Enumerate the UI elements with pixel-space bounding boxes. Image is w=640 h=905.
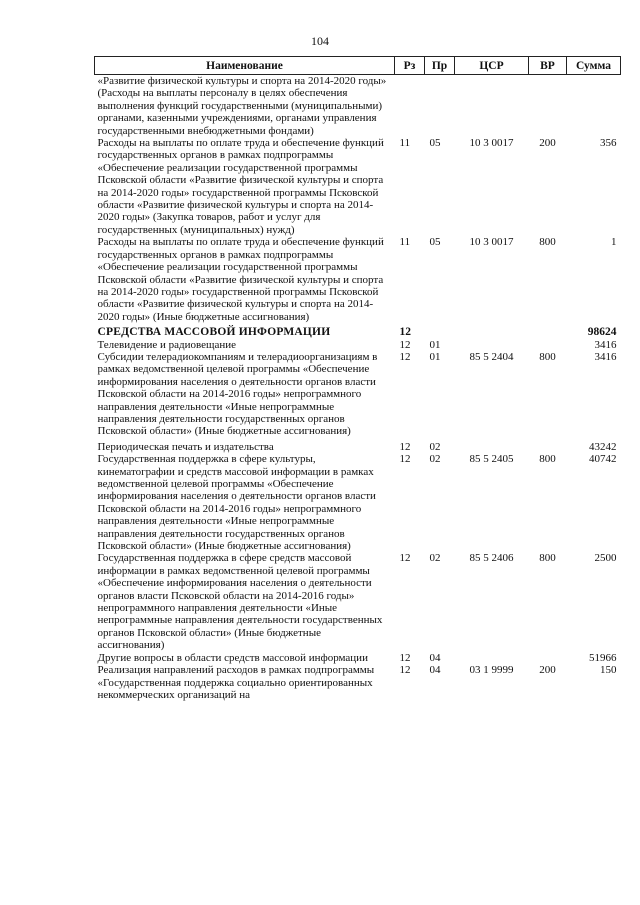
row-pr: 02 [429, 552, 441, 565]
header-pr: Пр [425, 57, 455, 75]
row-sum: 3416 [594, 338, 617, 351]
row-rz: 12 [399, 664, 411, 677]
row-sum: 2500 [594, 552, 617, 565]
header-rz: Рз [395, 57, 425, 75]
budget-table [94, 56, 621, 701]
row-sum: 1 [611, 236, 617, 249]
row-vr: 800 [539, 236, 556, 249]
row-rz: 12 [399, 453, 411, 466]
row-pr: 02 [429, 453, 441, 466]
row-csr [455, 323, 529, 338]
row-rz: 12 [399, 552, 411, 565]
row-vr: 800 [539, 350, 556, 363]
section-total: 98624 [587, 326, 617, 339]
row-pr: 02 [429, 440, 441, 453]
row-pr [425, 323, 455, 338]
row-pr: 05 [429, 137, 441, 150]
table-body [95, 75, 621, 702]
row-pr: 01 [429, 338, 441, 351]
row-rz: 12 [399, 651, 411, 664]
row-sum: 43242 [589, 440, 617, 453]
row-name: Субсидии телерадиокомпаниям и телерадиоорганизациям в рамках ведомственной целевой программы «Обеспечение информирования населения о деятельности органов власти Псковской области на 2014-2016 годы» непрограммного направления деятельности «Иные непрограммные направления деятельности государственных органов Псковской области» (Иные бюджетные ассигнования) [97, 350, 378, 438]
row-rz: 12 [399, 350, 411, 363]
row-sum: 3416 [594, 350, 617, 363]
row-csr: 03 1 9999 [469, 664, 514, 677]
row-csr: 85 5 2404 [469, 350, 514, 363]
row-csr: 10 3 0017 [469, 236, 514, 249]
table-row [95, 351, 621, 438]
header-sum: Сумма [567, 57, 621, 75]
row-csr [455, 652, 529, 664]
budget-table-container [94, 56, 620, 701]
row-name: Государственная поддержка в сфере культуры, кинематографии и средств массовой информации в рамках ведомственной целевой программы «Обеспечение информирования населения о деятельности органов власти Псковской области на 2014-2016 годы» непрограммного направления деятельности «Иные непрограммные направления деятельности государственных органов Псковской области» (Иные бюджетные ассигнования) [97, 453, 376, 553]
row-rz [395, 75, 425, 138]
row-csr [455, 75, 529, 138]
section-row [95, 323, 621, 338]
row-csr: 10 3 0017 [469, 137, 514, 150]
header-vr: ВР [529, 57, 567, 75]
table-header-row [95, 57, 621, 75]
header-name: Наименование [95, 57, 395, 75]
row-sum: 40742 [589, 453, 617, 466]
row-sum: 150 [600, 664, 617, 677]
row-vr: 800 [539, 453, 556, 466]
row-name: Расходы на выплаты по оплате труда и обеспечение функций государственных органов в рамках подпрограммы «Обеспечение реализации государственной программы Псковской области «Развитие физической культуры и спорта на 2014-2020 годы» государственной программы Псковской области «Развитие физической культуры и спорта на 2014-2020 годы» (Закупка товаров, работ и услуг для государственных (муниципальных) нужд) [97, 137, 384, 236]
row-name: «Развитие физической культуры и спорта на 2014-2020 годы» (Расходы на выплаты персоналу в целях обеспечения выполнения функций государственными (муниципальными) органами, казенными учреждениями, органами управления государственными внебюджетными фондами) [97, 75, 387, 137]
row-name: Государственная поддержка в сфере средств массовой информации в рамках ведомственной целевой программы «Обеспечение информирования населения о деятельности органов власти Псковской области на 2014-2016 годы» непрограммного направления деятельности «Иные непрограммные направления деятельности государственных органов Псковской области» (Иные бюджетные ассигнования) [97, 552, 383, 652]
row-vr: 800 [539, 552, 556, 565]
table-row [95, 438, 621, 453]
row-vr: 200 [539, 137, 556, 150]
table-row [95, 652, 621, 664]
row-pr: 01 [429, 350, 441, 363]
row-pr: 05 [429, 236, 441, 249]
row-name: Расходы на выплаты по оплате труда и обеспечение функций государственных органов в рамках подпрограммы «Обеспечение реализации государственной программы Псковской области «Развитие физической культуры и спорта на 2014-2020 годы» государственной программы Псковской области «Развитие физической культуры и спорта на 2014-2020 годы» (Иные бюджетные ассигнования) [97, 236, 384, 323]
row-csr [455, 438, 529, 453]
table-row [95, 339, 621, 351]
row-sum: 356 [600, 137, 617, 150]
row-rz: 11 [399, 236, 411, 249]
row-name: Телевидение и радиовещание [97, 338, 237, 351]
table-row [95, 664, 621, 701]
table-row [95, 453, 621, 552]
row-vr [529, 75, 567, 138]
row-name: Другие вопросы в области средств массовой информации [97, 651, 368, 664]
table-row [95, 236, 621, 323]
row-pr: 04 [429, 651, 441, 664]
row-sum: 51966 [589, 651, 617, 664]
table-row [95, 552, 621, 651]
row-csr: 85 5 2406 [469, 552, 514, 565]
row-vr: 200 [539, 664, 556, 677]
row-pr [425, 75, 455, 138]
header-csr: ЦСР [455, 57, 529, 75]
row-vr [529, 652, 567, 664]
table-row [95, 137, 621, 236]
row-sum [567, 75, 621, 138]
row-rz: 12 [399, 326, 411, 339]
row-vr [529, 339, 567, 351]
row-name: Реализация направлений расходов в рамках подпрограммы «Государственная поддержка социально ориентированных некоммерческих организаций на [97, 664, 375, 701]
row-rz: 11 [399, 137, 411, 150]
section-title: СРЕДСТВА МАССОВОЙ ИНФОРМАЦИИ [97, 326, 331, 339]
row-rz: 12 [399, 440, 411, 453]
row-csr: 85 5 2405 [469, 453, 514, 466]
row-vr [529, 323, 567, 338]
row-pr: 04 [429, 664, 441, 677]
row-name: Периодическая печать и издательства [97, 440, 274, 453]
row-csr [455, 339, 529, 351]
row-vr [529, 438, 567, 453]
table-row [95, 75, 621, 138]
page-number: 104 [311, 34, 329, 48]
row-rz: 12 [399, 338, 411, 351]
